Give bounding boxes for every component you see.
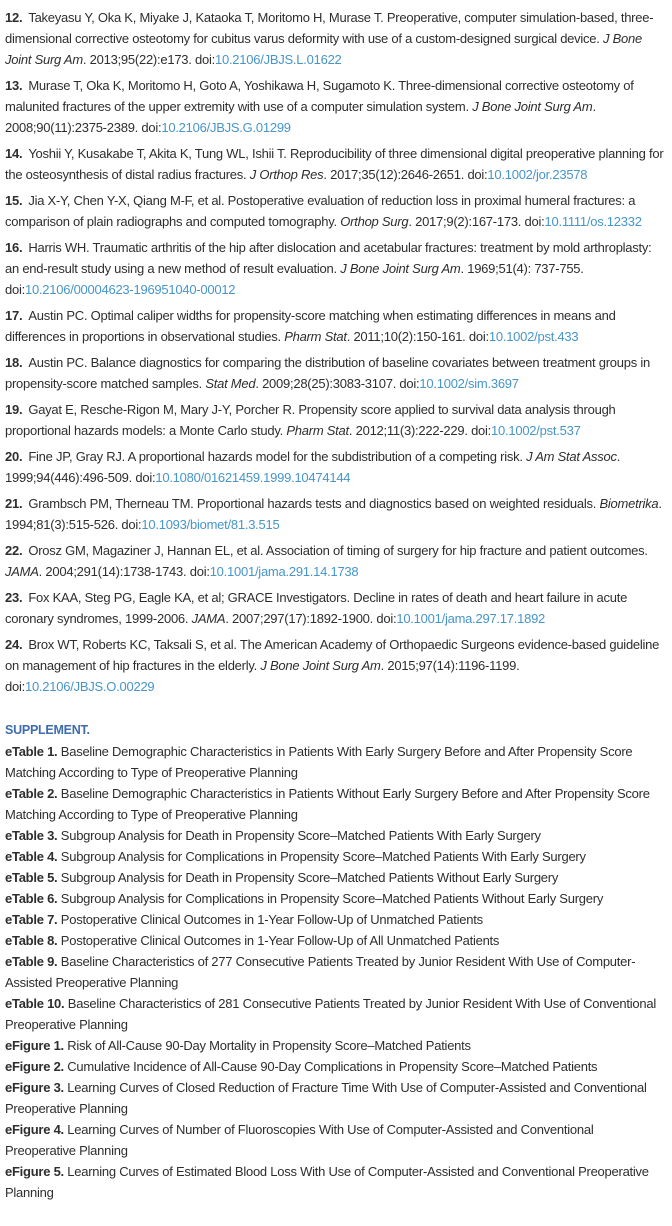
journal-name: Orthop Surg xyxy=(340,214,409,229)
reference-number: 24. xyxy=(5,637,23,652)
supplement-item-text: Learning Curves of Closed Reduction of Fracture Time With Use of Computer-Assisted and Conventional Preoperative Planning xyxy=(5,1080,647,1116)
supplement-item-text: Subgroup Analysis for Death in Propensity Score–Matched Patients Without Early Surgery xyxy=(57,870,559,885)
supplement-item-label: eTable 7. xyxy=(5,912,58,927)
reference-text: . 1969;51(4): 737-755. doi: xyxy=(5,261,584,297)
supplement-item-label: eTable 6. xyxy=(5,891,58,906)
reference-number: 21. xyxy=(5,496,23,511)
doi-link[interactable]: 10.1001/jama.297.17.1892 xyxy=(396,611,546,626)
supplement-item xyxy=(5,1056,666,1077)
supplement-item xyxy=(5,951,666,993)
supplement-item-label: eFigure 4. xyxy=(5,1122,64,1137)
supplement-item xyxy=(5,1035,666,1056)
reference-text: . 2015;97(14):1196-1199. doi: xyxy=(5,658,520,694)
supplement-item xyxy=(5,1119,666,1161)
supplement-item-label: eTable 4. xyxy=(5,849,58,864)
supplement-item xyxy=(5,888,666,909)
reference-item xyxy=(5,75,666,138)
journal-name: J Bone Joint Surg Am xyxy=(340,261,461,276)
supplement-item xyxy=(5,930,666,951)
supplement-item-text: Baseline Characteristics of 281 Consecutive Patients Treated by Junior Resident With Use of Conventional Preoperative Planning xyxy=(5,996,656,1032)
reference-number: 20. xyxy=(5,449,23,464)
reference-text: Austin PC. Balance diagnostics for comparing the distribution of baseline covariates between treatment groups in propensity-score matched samples. xyxy=(5,355,650,391)
supplement-item-text: Baseline Characteristics of 277 Consecutive Patients Treated by Junior Resident With Use of Computer-Assisted Preoperative Planning xyxy=(5,954,636,990)
reference-text: Harris WH. Traumatic arthritis of the hip after dislocation and acetabular fractures: treatment by mold arthroplasty: an end-result study using a new method of result evaluation. xyxy=(5,240,652,276)
reference-item xyxy=(5,305,666,347)
journal-name: Stat Med xyxy=(205,376,256,391)
supplement-item-text: Learning Curves of Estimated Blood Loss With Use of Computer-Assisted and Conventional Preoperative Planning xyxy=(5,1164,649,1200)
supplement-item xyxy=(5,993,666,1035)
reference-number: 13. xyxy=(5,78,23,93)
reference-text: Brox WT, Roberts KC, Taksali S, et al. The American Academy of Orthopaedic Surgeons evidence-based guideline on management of hip fractures in the elderly. xyxy=(5,637,660,673)
journal-name: JAMA xyxy=(5,564,39,579)
doi-link[interactable]: 10.2106/JBJS.O.00229 xyxy=(24,679,155,694)
supplement-item-label: eFigure 1. xyxy=(5,1038,64,1053)
doi-link[interactable]: 10.2106/JBJS.G.01299 xyxy=(161,120,291,135)
reference-item xyxy=(5,540,666,582)
reference-number: 22. xyxy=(5,543,23,558)
doi-link[interactable]: 10.1002/jor.23578 xyxy=(487,167,588,182)
reference-text: Grambsch PM, Therneau TM. Proportional hazards tests and diagnostics based on weighted residuals. xyxy=(28,496,600,511)
supplement-item-text: Postoperative Clinical Outcomes in 1-Year Follow-Up of All Unmatched Patients xyxy=(57,933,500,948)
journal-name: J Bone Joint Surg Am xyxy=(472,99,593,114)
reference-text: . 1999;94(446):496-509. doi: xyxy=(5,449,621,485)
doi-link[interactable]: 10.1080/01621459.1999.10474144 xyxy=(155,470,351,485)
supplement-item-label: eTable 3. xyxy=(5,828,58,843)
reference-item xyxy=(5,634,666,697)
reference-number: 17. xyxy=(5,308,23,323)
supplement-item-label: eTable 9. xyxy=(5,954,58,969)
reference-text: . 2017;9(2):167-173. doi: xyxy=(408,214,545,229)
reference-text: . 2013;95(22):e173. doi: xyxy=(82,52,215,67)
references-list xyxy=(5,7,666,697)
journal-name: Pharm Stat xyxy=(286,423,349,438)
reference-number: 15. xyxy=(5,193,23,208)
reference-text: Gayat E, Resche-Rigon M, Mary J-Y, Porcher R. Propensity score applied to survival data analysis through proportional hazards models: a Monte Carlo study. xyxy=(5,402,616,438)
reference-text: . 1994;81(3):515-526. doi: xyxy=(5,496,662,532)
supplement-heading: SUPPLEMENT. xyxy=(5,723,90,737)
supplement-item xyxy=(5,909,666,930)
supplement-item-text: Subgroup Analysis for Complications in Propensity Score–Matched Patients With Early Surgery xyxy=(57,849,586,864)
journal-name: J Bone Joint Surg Am xyxy=(5,31,642,67)
reference-item xyxy=(5,237,666,300)
supplement-item-label: eFigure 5. xyxy=(5,1164,64,1179)
journal-name: J Am Stat Assoc xyxy=(526,449,617,464)
supplement-item-label: eTable 1. xyxy=(5,744,58,759)
journal-name: J Bone Joint Surg Am xyxy=(260,658,381,673)
reference-item xyxy=(5,446,666,488)
reference-item xyxy=(5,7,666,70)
supplement-item-text: Risk of All-Cause 90-Day Mortality in Propensity Score–Matched Patients xyxy=(63,1038,471,1053)
reference-item xyxy=(5,352,666,394)
reference-item xyxy=(5,190,666,232)
reference-number: 19. xyxy=(5,402,23,417)
supplement-item xyxy=(5,867,666,888)
supplement-item-label: eTable 5. xyxy=(5,870,58,885)
doi-link[interactable]: 10.1093/biomet/81.3.515 xyxy=(141,517,280,532)
reference-number: 12. xyxy=(5,10,23,25)
reference-item xyxy=(5,143,666,185)
reference-text: Jia X-Y, Chen Y-X, Qiang M-F, et al. Postoperative evaluation of reduction loss in proximal humeral fractures: a comparison of plain radiographs and computed tomography. xyxy=(5,193,636,229)
supplement-item xyxy=(5,1077,666,1119)
reference-text: Takeyasu Y, Oka K, Miyake J, Kataoka T, Moritomo H, Murase T. Preoperative, computer simulation-based, three-dimensional corrective osteotomy for cubitus varus deformity with use of a custom-designed surgical device. xyxy=(5,10,654,46)
reference-text: . 2007;297(17):1892-1900. doi: xyxy=(225,611,397,626)
reference-text: Fox KAA, Steg PG, Eagle KA, et al; GRACE Investigators. Decline in rates of death and heart failure in acute coronary syndromes, 1999-2006. xyxy=(5,590,628,626)
doi-link[interactable]: 10.1002/pst.433 xyxy=(488,329,579,344)
reference-text: . 2008;90(11):2375-2389. doi: xyxy=(5,99,596,135)
doi-link[interactable]: 10.1001/jama.291.14.1738 xyxy=(209,564,359,579)
supplement-item-label: eTable 8. xyxy=(5,933,58,948)
supplement-item-label: eFigure 2. xyxy=(5,1059,64,1074)
supplement-item-label: eTable 10. xyxy=(5,996,65,1011)
supplement-item-text: Baseline Demographic Characteristics in Patients With Early Surgery Before and After Propensity Score Matching According to Type of Preoperative Planning xyxy=(5,744,633,780)
reference-item xyxy=(5,493,666,535)
reference-number: 16. xyxy=(5,240,23,255)
supplement-item xyxy=(5,825,666,846)
doi-link[interactable]: 10.2106/00004623-196951040-00012 xyxy=(24,282,236,297)
reference-text: Fine JP, Gray RJ. A proportional hazards model for the subdistribution of a competing risk. xyxy=(28,449,527,464)
reference-number: 23. xyxy=(5,590,23,605)
supplement-section xyxy=(5,720,666,1203)
supplement-item-text: Cumulative Incidence of All-Cause 90-Day Complications in Propensity Score–Matched Patients xyxy=(63,1059,598,1074)
reference-text: . 2012;11(3):222-229. doi: xyxy=(348,423,492,438)
supplement-item xyxy=(5,1161,666,1203)
journal-name: Biometrika xyxy=(599,496,659,511)
reference-item xyxy=(5,399,666,441)
supplement-item-text: Postoperative Clinical Outcomes in 1-Year Follow-Up of Unmatched Patients xyxy=(57,912,483,927)
supplement-item xyxy=(5,783,666,825)
supplement-item-text: Learning Curves of Number of Fluoroscopies With Use of Computer-Assisted and Conventional Preoperative Planning xyxy=(5,1122,594,1158)
supplement-item xyxy=(5,741,666,783)
reference-text: . 2017;35(12):2646-2651. doi: xyxy=(323,167,488,182)
reference-number: 14. xyxy=(5,146,23,161)
reference-number: 18. xyxy=(5,355,23,370)
doi-link[interactable]: 10.1111/os.12332 xyxy=(544,214,642,229)
reference-text: Murase T, Oka K, Moritomo H, Goto A, Yoshikawa H, Sugamoto K. Three-dimensional corrective osteotomy of malunited fractures of the upper extremity with use of a computer simulation system. xyxy=(5,78,634,114)
journal-name: Pharm Stat xyxy=(284,329,347,344)
supplement-item xyxy=(5,846,666,867)
reference-text: Yoshii Y, Kusakabe T, Akita K, Tung WL, Ishii T. Reproducibility of three dimensional digital preoperative planning for the osteosynthesis of distal radius fractures. xyxy=(5,146,664,182)
supplement-item-text: Subgroup Analysis for Complications in Propensity Score–Matched Patients Without Early Surgery xyxy=(57,891,604,906)
doi-link[interactable]: 10.1002/pst.537 xyxy=(491,423,581,438)
journal-name: J Orthop Res xyxy=(249,167,324,182)
reference-text: . 2009;28(25):3083-3107. doi: xyxy=(255,376,420,391)
reference-item xyxy=(5,587,666,629)
journal-name: JAMA xyxy=(191,611,226,626)
supplement-item-label: eFigure 3. xyxy=(5,1080,64,1095)
reference-text: Austin PC. Optimal caliper widths for propensity-score matching when estimating differences in means and differences in proportions in observational studies. xyxy=(5,308,616,344)
supplement-list xyxy=(5,741,666,1203)
supplement-item-label: eTable 2. xyxy=(5,786,58,801)
reference-text: . 2011;10(2):150-161. doi: xyxy=(346,329,489,344)
doi-link[interactable]: 10.2106/JBJS.L.01622 xyxy=(214,52,342,67)
supplement-item-text: Subgroup Analysis for Death in Propensity Score–Matched Patients With Early Surgery xyxy=(57,828,541,843)
reference-text: . 2004;291(14):1738-1743. doi: xyxy=(38,564,210,579)
supplement-item-text: Baseline Demographic Characteristics in Patients Without Early Surgery Before and After Propensity Score Matching According to Type of Preoperative Planning xyxy=(5,786,650,822)
doi-link[interactable]: 10.1002/sim.3697 xyxy=(419,376,519,391)
reference-text: Orosz GM, Magaziner J, Hannan EL, et al. Association of timing of surgery for hip fracture and patient outcomes. xyxy=(28,543,648,558)
